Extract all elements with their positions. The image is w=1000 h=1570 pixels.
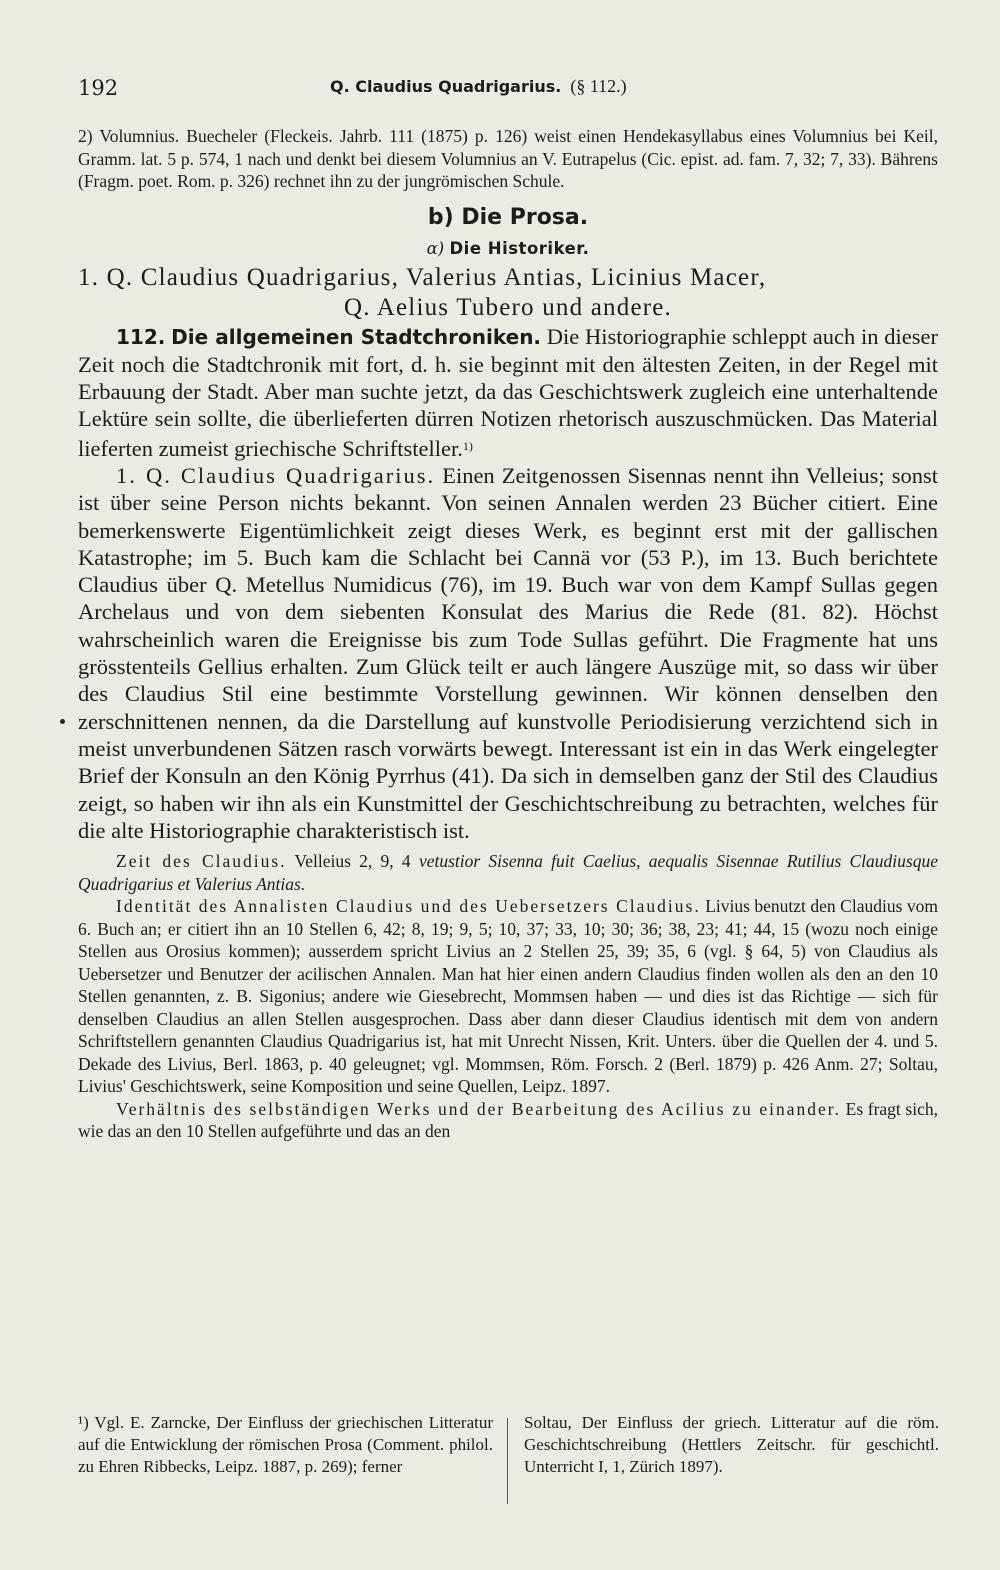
- section-heading-historiker: [78, 237, 938, 261]
- page-header: [78, 70, 938, 110]
- running-head-section: (§ 112.): [570, 76, 627, 96]
- note-verhaeltnis-lead: Verhältnis des selbständigen Werks und der Bearbeitung des Acilius zu einander.: [116, 1098, 841, 1119]
- footnote-mark: 1): [462, 438, 473, 453]
- volumnius-note: 2) Volumnius. Buecheler (Fleckeis. Jahrb. 111 (1875) p. 126) weist einen Hendekasyllabus eines Volumnius bei Keil, Gramm. lat. 5 p. 574, 1 nach und denkt bei diesem Volumnius an V. Eutrapelus (Cic. epist. ad. fam. 7, 32; 7, 33). Bährens (Fragm. poet. Rom. p. 326) rechnet ihn zu der jungrömischen Schule.: [78, 126, 938, 191]
- claudius-text: Einen Zeitgenossen Sisennas nennt ihn Velleius; sonst ist über seine Person nichts bekannt. Von seinen Annalen werden 23 Bücher citiert. Eine bemerkenswerte Eigentümlichkeit zeigt dieses Werk, es beginnt erst mit der gallischen Katastrophe; im 5. Buch kam die Schlacht bei Cannä vor (53 P.), im 13. Buch berichtete Claudius über Q. Metellus Numidicus (76), im 19. Buch war von dem Kampf Sullas gegen Archelaus und von dem siebenten Konsulat des Marius die Rede (81. 82). Höchst wahrscheinlich waren die Ereignisse bis zum Tode Sullas geführt. Die Fragmente hat uns grösstenteils Gellius erhalten. Zum Glück teilt er auch längere Auszüge mit, so dass wir über des Claudius Stil eine bestimmte Vorstellung gewinnen. Wir können denselben den zerschnittenen nennen, da die Darstellung auf kunstvolle Periodisierung verzichtend sich in meist unverbundenen Sätzen rasch vorwärts bewegt. Interessant ist ein in das Werk eingelegter Brief der Konsuln an den König Pyrrhus (41). Da sich in demselben ganz der Stil des Claudius zeigt, so haben wir ihn als ein Kunstmittel der Geschichtschreibung zu betrachten, welches für die alte Historiographie charakteristisch ist.: [78, 462, 938, 843]
- para-heading: Die allgemeinen Stadtchroniken.: [171, 324, 542, 349]
- note-zeit: [78, 850, 938, 895]
- page-number: 192: [78, 76, 119, 100]
- chapter-title: [78, 263, 938, 323]
- note-zeit-text: Velleius 2, 9, 4: [286, 851, 419, 872]
- footnote-left-column: ¹) Vgl. E. Zarncke, Der Einfluss der griechischen Litteratur auf die Entwicklung der römischen Prosa (Comment. philol. zu Ehren Ribbecks, Leipz. 1887, p. 269); ferner: [78, 1413, 493, 1476]
- note-identitaet: [78, 895, 938, 1098]
- note-zeit-quote: vetustior Sisenna fuit Caelius, aequalis Sisennae Rutilius Claudiusque Quadrigarius et Valerius Antias.: [78, 851, 938, 894]
- note-identitaet-text: Livius benutzt den Claudius vom 6. Buch an; er citiert ihn an 10 Stellen 6, 42; 8, 19; 9, 5; 10, 37; 33, 10; 30; 36; 38, 23; 41; 44, 15 (wozu noch einige Stellen aus Orosius kommen); ausserdem spricht Livius an 2 Stellen 25, 39; 35, 6 (vgl. § 64, 5) von Claudius als Uebersetzer und Benutzer der acilischen Annalen. Man hat hier einen andern Claudius finden wollen als den an den 10 Stellen genannten, z. B. Sigonius; andere wie Giesebrecht, Mommsen haben — und dies ist das Richtige — sich für denselben Claudius an allen Stellen ausgesprochen. Dass aber dann dieser Claudius identisch mit dem von andern Schriftstellern genannten Claudius Quadrigarius ist, hat mit Unrecht Nissen, Krit. Unters. über die Quellen der 4. und 5. Dekade des Livius, Berl. 1863, p. 40 geleugnet; vgl. Mommsen, Röm. Forsch. 2 (Berl. 1879) p. 426 Anm. 27; Soltau, Livius' Geschichtswerk, seine Komposition und seine Quellen, Leipz. 1897.: [78, 896, 938, 1097]
- paragraph-112: [78, 323, 938, 462]
- note-identitaet-lead: Identität des Annalisten Claudius und des Uebersetzers Claudius.: [116, 896, 701, 917]
- note-verhaeltnis-text: Es fragt sich, wie das an den 10 Stellen aufgeführte und das an den: [78, 1098, 938, 1142]
- para-number: 112.: [116, 324, 166, 349]
- section-alpha-title: Die Historiker.: [449, 238, 590, 258]
- paragraph-claudius: [78, 462, 938, 844]
- chapter-title-line2: Q. Aelius Tubero und andere.: [343, 293, 673, 321]
- note-verhaeltnis: [78, 1098, 938, 1143]
- note-zeit-lead: Zeit des Claudius.: [116, 851, 287, 872]
- claudius-lead: 1. Q. Claudius Quadrigarius.: [116, 462, 436, 488]
- page-body: [78, 125, 938, 1143]
- section-heading-prosa: b) Die Prosa.: [427, 204, 589, 230]
- running-head: [330, 76, 627, 97]
- footnote-column-divider: [507, 1418, 508, 1504]
- chapter-title-line1: 1. Q. Claudius Quadrigarius, Valerius Antias, Licinius Macer,: [78, 263, 767, 291]
- running-head-title: Q. Claudius Quadrigarius.: [330, 77, 562, 96]
- footnote-right-column: Soltau, Der Einfluss der griech. Litteratur auf die röm. Geschichtschreibung (Hettlers Zeitschr. für geschichtl. Unterricht I, 1, Zürich 1897).: [524, 1413, 939, 1476]
- para-112-text: Die Historiographie schleppt auch in dieser Zeit noch die Stadtchronik mit fort, d. h. sie beginnt mit den ältesten Zeiten, in der Regel mit Erbauung der Stadt. Aber man suchte jetzt, da das Geschichtswerk zugleich eine unterhaltende Lektüre sein sollte, die überlieferten dürren Notizen rhetorisch auszuschmücken. Das Material lieferten zumeist griechische Schriftsteller.: [78, 323, 938, 461]
- section-alpha-letter: α): [426, 238, 445, 258]
- margin-dot: [60, 719, 65, 724]
